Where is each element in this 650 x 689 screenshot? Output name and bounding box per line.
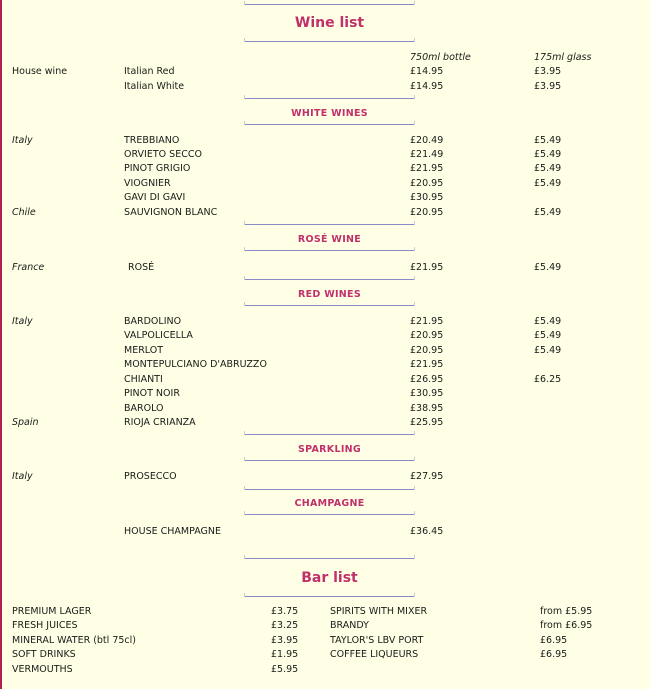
divider — [244, 514, 415, 515]
wine-name: RIOJA CRIANZA — [124, 417, 196, 428]
wine-name: BAROLO — [124, 403, 164, 414]
section-heading-sparkling: SPARKLING — [298, 444, 361, 455]
bar-item-name: PREMIUM LAGER — [12, 606, 92, 617]
divider — [244, 489, 415, 490]
country-label: Italy — [12, 471, 33, 482]
house-wine-label: House wine — [12, 66, 68, 77]
divider — [244, 98, 415, 99]
wine-name: PROSECCO — [124, 471, 177, 482]
glass-column-header: 175ml glass — [534, 52, 592, 63]
bottle-price: £25.95 — [410, 417, 444, 428]
bottle-price: £20.95 — [410, 330, 444, 341]
divider — [244, 124, 415, 125]
glass-price: £5.49 — [534, 149, 562, 160]
section-heading-champagne: CHAMPAGNE — [294, 498, 365, 509]
bar-item-price: £6.95 — [540, 649, 568, 660]
bar-item-price: £3.25 — [271, 620, 299, 631]
divider — [244, 279, 415, 280]
bar-item-price: from £5.95 — [540, 606, 593, 617]
divider — [244, 460, 415, 461]
wine-name: CHIANTI — [124, 374, 163, 385]
divider — [244, 41, 415, 42]
bottle-price: £20.95 — [410, 345, 444, 356]
glass-price: £3.95 — [534, 66, 562, 77]
glass-price: £5.49 — [534, 135, 562, 146]
bottle-price: £30.95 — [410, 192, 444, 203]
wine-name: VIOGNIER — [124, 178, 171, 189]
wine-name: MONTEPULCIANO D'ABRUZZO — [124, 359, 267, 370]
bottle-price: £21.49 — [410, 149, 444, 160]
divider — [244, 305, 415, 306]
wine-name: PINOT GRIGIO — [124, 163, 191, 174]
country-label: France — [12, 262, 45, 273]
bottle-price: £21.95 — [410, 163, 444, 174]
bottle-price: £30.95 — [410, 388, 444, 399]
bottle-price: £14.95 — [410, 66, 444, 77]
glass-price: £5.49 — [534, 330, 562, 341]
bar-item-price: from £6.95 — [540, 620, 593, 631]
bottle-price: £21.95 — [410, 359, 444, 370]
bar-item-name: VERMOUTHS — [12, 664, 73, 675]
wine-name: HOUSE CHAMPAGNE — [124, 526, 222, 537]
bar-item-name: COFFEE LIQUEURS — [330, 649, 419, 660]
bottle-price: £21.95 — [410, 262, 444, 273]
bar-item-name: BRANDY — [330, 620, 369, 631]
section-heading-red-wines: RED WINES — [298, 289, 361, 300]
section-heading-rose-wine: ROSÉ WINE — [297, 234, 362, 245]
country-label: Italy — [12, 316, 33, 327]
divider — [244, 558, 415, 559]
glass-price: £5.49 — [534, 163, 562, 174]
glass-price: £3.95 — [534, 81, 562, 92]
bar-list-title: Bar list — [301, 570, 358, 586]
wine-name: VALPOLICELLA — [124, 330, 193, 341]
wine-name: BARDOLINO — [124, 316, 182, 327]
glass-price: £5.49 — [534, 262, 562, 273]
wine-name: Italian Red — [124, 66, 175, 77]
bottle-price: £14.95 — [410, 81, 444, 92]
glass-price: £5.49 — [534, 316, 562, 327]
divider — [244, 4, 415, 5]
divider — [244, 224, 415, 225]
wine-name: PINOT NOIR — [124, 388, 180, 399]
bottle-price: £38.95 — [410, 403, 444, 414]
bottle-price: £21.95 — [410, 316, 444, 327]
glass-price: £6.25 — [534, 374, 562, 385]
glass-price: £5.49 — [534, 207, 562, 218]
bottle-price: £20.49 — [410, 135, 444, 146]
bottle-price: £20.95 — [410, 207, 444, 218]
bar-item-price: £3.75 — [271, 606, 299, 617]
divider — [244, 596, 415, 597]
wine-name: GAVI DI GAVI — [124, 192, 186, 203]
bar-item-price: £6.95 — [540, 635, 568, 646]
wine-name: TREBBIANO — [124, 135, 180, 146]
bar-item-price: £1.95 — [271, 649, 299, 660]
bar-item-name: MINERAL WATER (btl 75cl) — [12, 635, 136, 646]
bar-item-name: FRESH JUICES — [12, 620, 78, 631]
glass-price: £5.49 — [534, 178, 562, 189]
bottle-price: £27.95 — [410, 471, 444, 482]
bar-item-name: SPIRITS WITH MIXER — [330, 606, 428, 617]
divider — [244, 250, 415, 251]
bar-item-price: £3.95 — [271, 635, 299, 646]
country-label: Italy — [12, 135, 33, 146]
bar-item-price: £5.95 — [271, 664, 299, 675]
glass-price: £5.49 — [534, 345, 562, 356]
bottle-price: £20.95 — [410, 178, 444, 189]
wine-name: SAUVIGNON BLANC — [124, 207, 218, 218]
bottle-price: £36.45 — [410, 526, 444, 537]
wine-name: Italian White — [124, 81, 185, 92]
country-label: Spain — [12, 417, 39, 428]
wine-name: ROSÉ — [128, 262, 155, 273]
wine-list-title: Wine list — [294, 15, 365, 31]
country-label: Chile — [12, 207, 36, 218]
section-heading-white-wines: WHITE WINES — [291, 108, 368, 119]
divider — [244, 434, 415, 435]
bar-item-name: TAYLOR'S LBV PORT — [330, 635, 424, 646]
bottle-column-header: 750ml bottle — [410, 52, 471, 63]
wine-name: ORVIETO SECCO — [124, 149, 202, 160]
wine-name: MERLOT — [124, 345, 164, 356]
bottle-price: £26.95 — [410, 374, 444, 385]
bar-item-name: SOFT DRINKS — [12, 649, 76, 660]
